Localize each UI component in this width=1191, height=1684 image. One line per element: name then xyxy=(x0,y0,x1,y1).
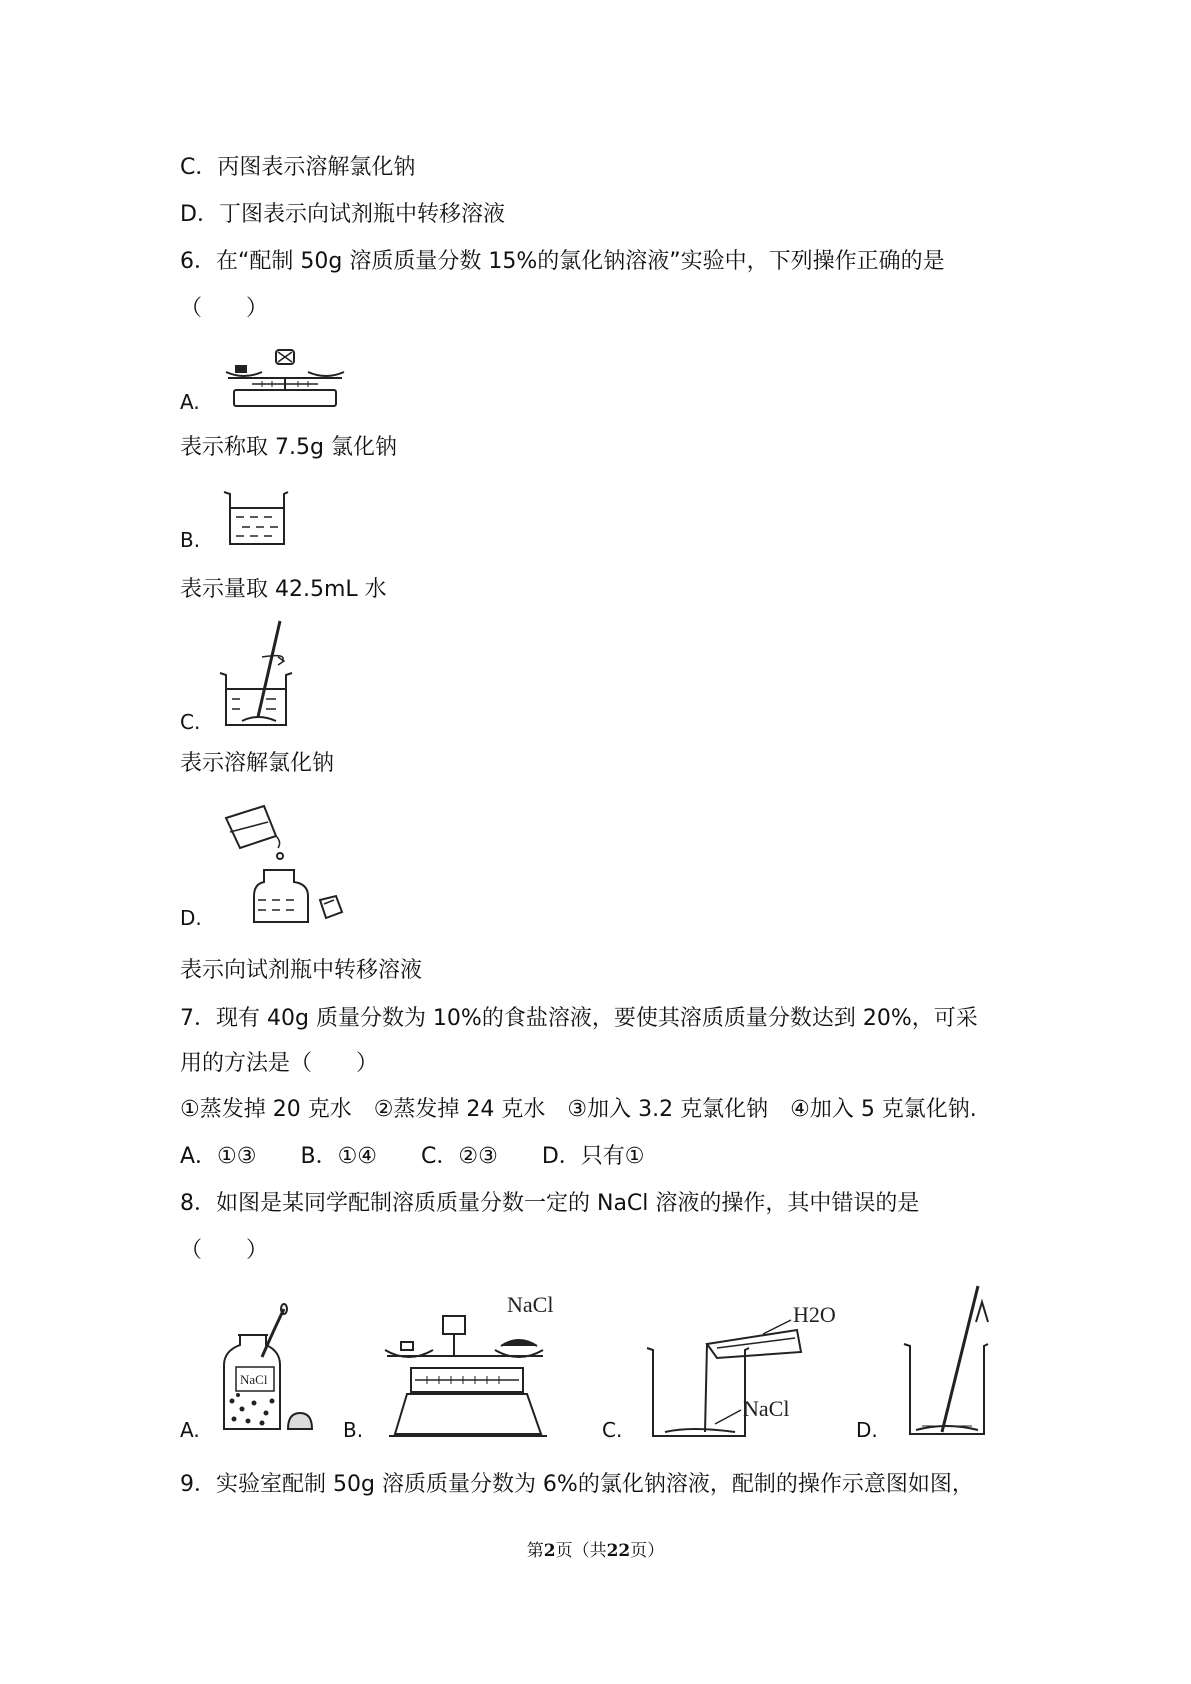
q6-option-b-label: B. xyxy=(180,528,201,552)
balance-nacl-figure xyxy=(383,1290,563,1440)
q5-option-d: D．丁图表示向试剂瓶中转移溶液 xyxy=(180,202,505,227)
q8-stem: 8．如图是某同学配制溶质质量分数一定的 NaCl 溶液的操作，其中错误的是 xyxy=(180,1191,920,1216)
stir-beaker-figure xyxy=(902,1282,1002,1442)
q6-option-a-text: 表示称取 7.5g 氯化钠 xyxy=(180,435,397,460)
pour-water-figure xyxy=(645,1292,845,1442)
footer-page-number: 2 xyxy=(543,1541,556,1561)
water-label: H2O xyxy=(793,1302,836,1327)
page-footer xyxy=(0,1536,1191,1561)
q9-stem: 9．实验室配制 50g 溶质质量分数为 6%的氯化钠溶液，配制的操作示意图如图， xyxy=(180,1472,974,1497)
q6-paren: （ ） xyxy=(180,296,269,321)
q6-option-c-label: C. xyxy=(180,710,201,734)
q7-stem: 7．现有 40g 质量分数为 10%的食盐溶液，要使其溶质质量分数达到 20%，可采 xyxy=(180,1006,978,1031)
nacl-jar-figure xyxy=(218,1305,318,1437)
q8-option-a-label: A. xyxy=(180,1418,200,1442)
balance-figure-small xyxy=(222,340,348,412)
salt-label: NaCl xyxy=(743,1396,790,1421)
q6-option-d-label: D. xyxy=(180,906,202,930)
footer-total-pages: 22 xyxy=(606,1541,631,1561)
beaker-stirring-figure xyxy=(218,617,300,729)
q7-option-list: ①蒸发掉 20 克水 ②蒸发掉 24 克水 ③加入 3.2 克氯化钠 ④加入 5 克氯化钠. xyxy=(180,1097,977,1122)
q5-option-c: C．丙图表示溶解氯化钠 xyxy=(180,155,416,180)
q6-option-c-text: 表示溶解氯化钠 xyxy=(180,751,335,776)
q8-option-c-label: C. xyxy=(602,1418,623,1442)
reagent-bottle-pouring-figure xyxy=(220,800,350,925)
q6-option-b-text: 表示量取 42.5mL 水 xyxy=(180,577,387,602)
q7-choices: A．①③ B．①④ C．②③ D．只有① xyxy=(180,1144,645,1169)
q6-stem: 6．在“配制 50g 溶质质量分数 15%的氯化钠溶液”实验中，下列操作正确的是 xyxy=(180,249,945,274)
balance-nacl-text: NaCl xyxy=(507,1292,554,1317)
jar-label-text: NaCl xyxy=(240,1372,268,1387)
footer-mid: 页（共 xyxy=(555,1541,607,1561)
beaker-figure xyxy=(222,490,292,548)
q8-option-b-label: B. xyxy=(343,1418,364,1442)
q7-stem-continued: 用的方法是（ ） xyxy=(180,1051,379,1076)
q6-option-a-label: A. xyxy=(180,390,200,414)
footer-suffix: 页） xyxy=(630,1541,665,1561)
q8-option-d-label: D. xyxy=(856,1418,878,1442)
q6-option-d-text: 表示向试剂瓶中转移溶液 xyxy=(180,958,423,983)
q8-paren: （ ） xyxy=(180,1238,269,1263)
footer-prefix: 第 xyxy=(526,1541,544,1561)
